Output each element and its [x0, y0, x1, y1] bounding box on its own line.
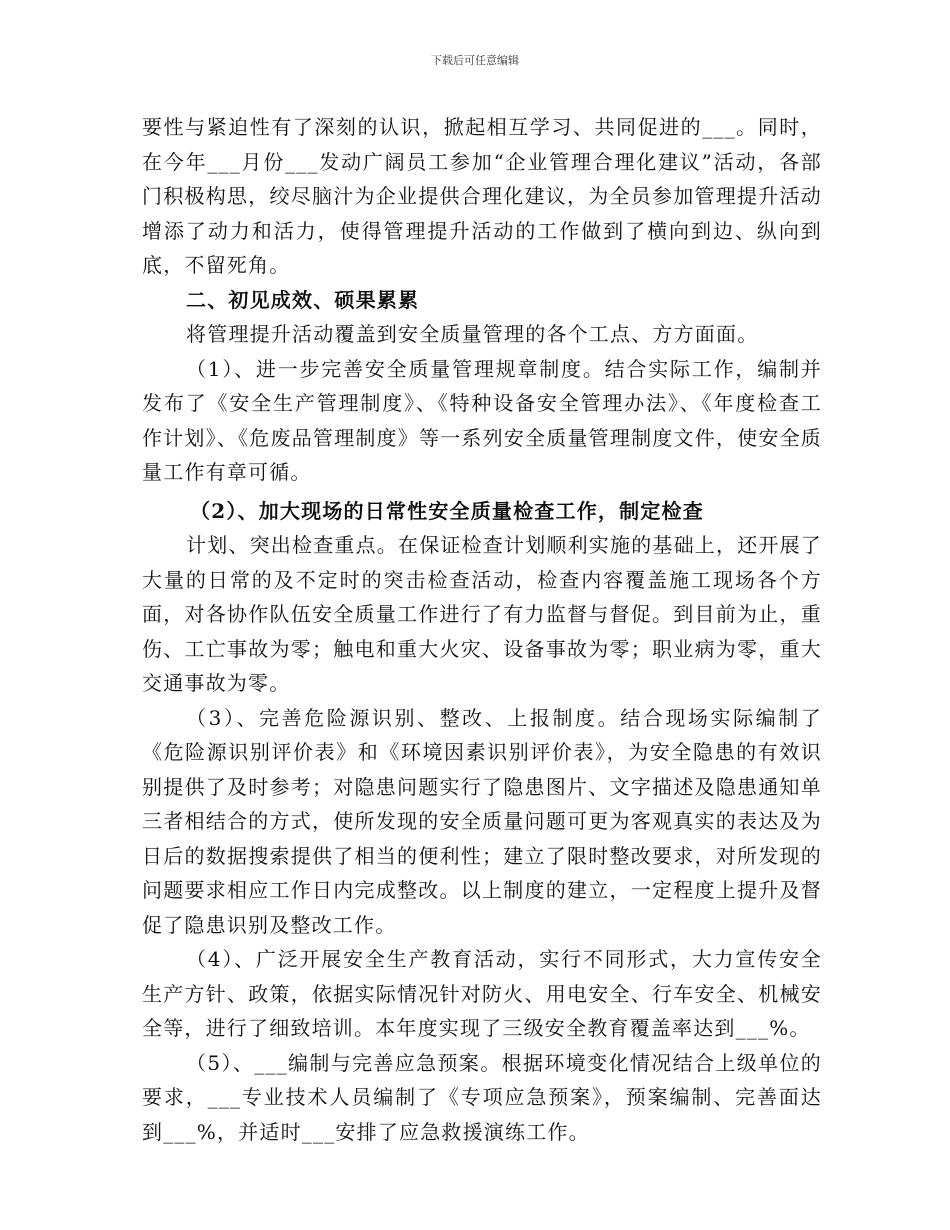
paragraph-item-3: （3）、完善危险源识别、整改、上报制度。结合现场实际编制了《危险源识别评价表》和《环境因素识别评价表》，为安全隐患的有效识别提供了及时参考；对隐患问题实行了隐患图片、文字描述及隐患通知单三者相结合的方式，使所发现的安全质量问题可更为客观真实的表达及为日后的数据搜索提供了相当的便利性；建立了限时整改要求，对所发现的问题要求相应工作日内完成整改。以上制度的建立，一定程度上提升及督促了隐患识别及整改工作。: [142, 705, 822, 937]
paragraph-item-2-body: 计划、突出检查重点。在保证检查计划顺利实施的基础上，还开展了大量的日常的及不定时的突击检查活动，检查内容覆盖施工现场各个方面，对各协作队伍安全质量工作进行了有力监督与督促。到目前为止，重伤、工亡事故为零；触电和重大火灾、设备事故为零；职业病为零，重大交通事故为零。: [142, 533, 822, 695]
paragraph-item-1: （1）、进一步完善安全质量管理规章制度。结合实际工作，编制并发布了《安全生产管理制度》、《特种设备安全管理办法》、《年度检查工作计划》、《危废品管理制度》等一系列安全质量管理制度文件，使安全质量工作有章可循。: [142, 356, 822, 484]
paragraph-item-4: （4）、广泛开展安全生产教育活动，实行不同形式，大力宣传安全生产方针、政策，依据实际情况针对防火、用电安全、行车安全、机械安全等，进行了细致培训。本年度实现了三级安全教育覆盖率达到___%。: [142, 947, 822, 1040]
paragraph-item-5: （5）、___编制与完善应急预案。根据环境变化情况结合上级单位的要求，___专业技术人员编制了《专项应急预案》，预案编制、完善面达到___%，并适时___安排了应急救援演练工作。: [142, 1050, 822, 1144]
document-body: [142, 110, 822, 1149]
paragraph-item-2-heading: （2）、加大现场的日常性安全质量检查工作，制定检查: [190, 498, 704, 523]
paragraph-intro: 将管理提升活动覆盖到安全质量管理的各个工点、方方面面。: [186, 322, 759, 346]
section-heading: 二、初见成效、硕果累累: [186, 287, 420, 312]
paragraph-continuation: 要性与紧迫性有了深刻的认识，掀起相互学习、共同促进的___。同时，在今年___月份___发动广阔员工参加“企业管理合理化建议”活动，各部门积极构思，绞尽脑汁为企业提供合理化建议，为全员参加管理提升活动增添了动力和活力，使得管理提升活动的工作做到了横向到边、纵向到底，不留死角。: [142, 115, 822, 277]
page-header: 下载后可任意编辑: [431, 54, 519, 67]
